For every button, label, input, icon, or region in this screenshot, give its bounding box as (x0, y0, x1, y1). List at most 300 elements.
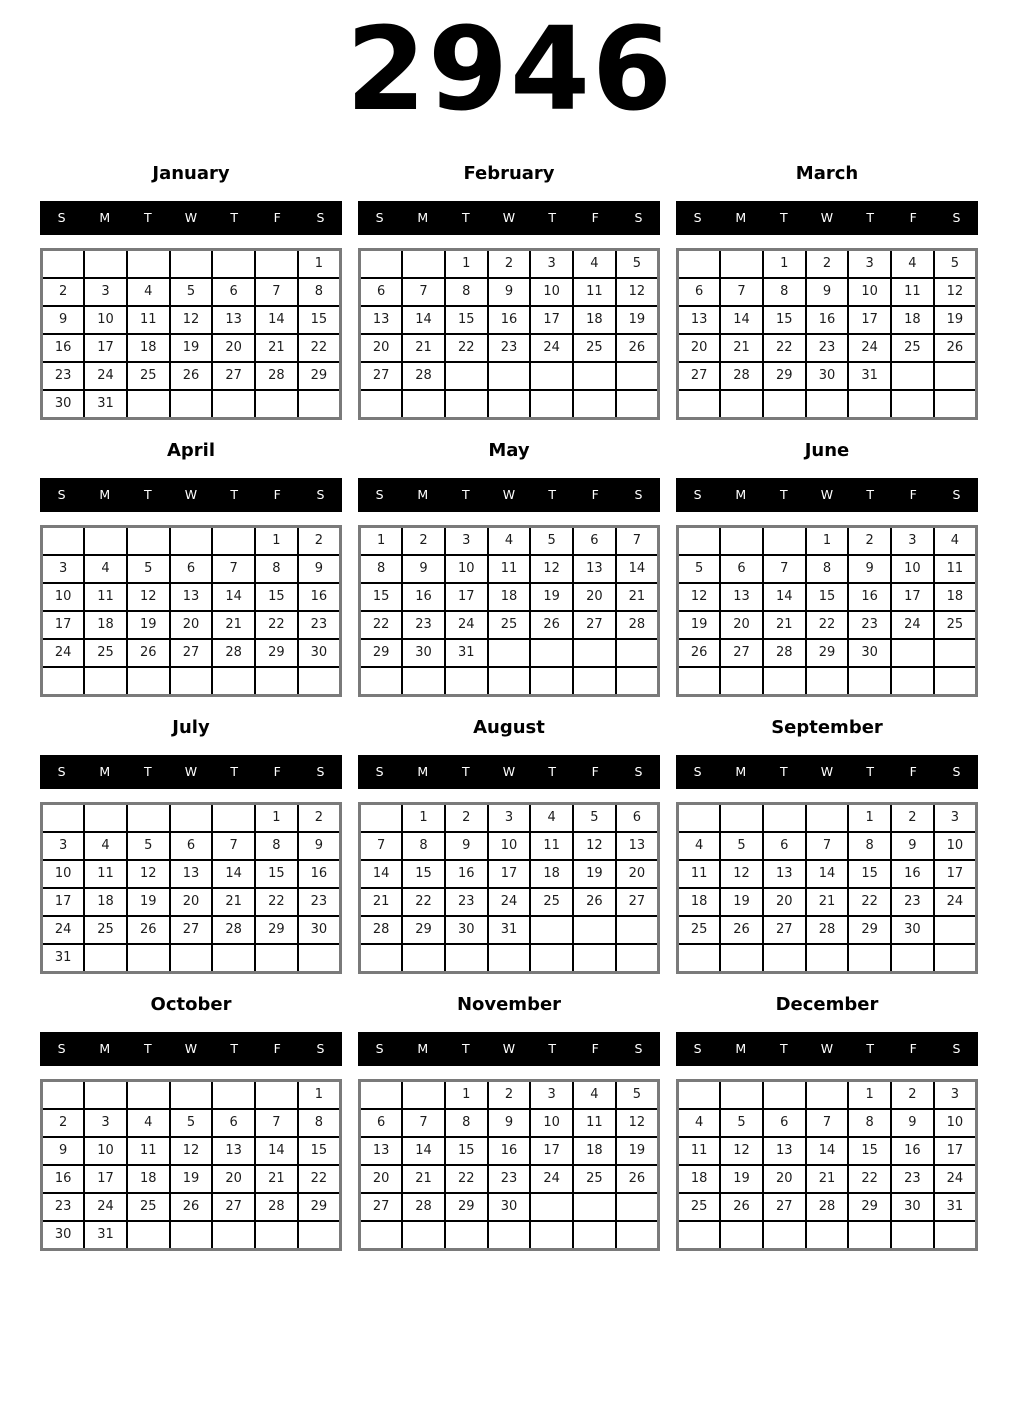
day-cell: 23 (298, 888, 341, 916)
day-cell: 1 (298, 1080, 341, 1109)
day-cell: 24 (488, 888, 531, 916)
empty-cell (402, 390, 445, 419)
day-cell: 10 (42, 583, 85, 611)
day-cell: 7 (212, 832, 255, 860)
day-cell: 24 (84, 362, 127, 390)
day-cell: 10 (42, 860, 85, 888)
day-cell: 28 (255, 1193, 298, 1221)
day-cell: 9 (806, 278, 849, 306)
day-cell: 17 (84, 334, 127, 362)
day-cell: 25 (934, 611, 977, 639)
week-row (360, 832, 659, 860)
day-cell: 14 (212, 860, 255, 888)
day-cell: 9 (488, 1109, 531, 1137)
day-cell: 12 (573, 832, 616, 860)
day-cell: 2 (806, 249, 849, 278)
day-cell: 28 (402, 1193, 445, 1221)
day-cell: 6 (360, 278, 403, 306)
weekday-label: T (548, 764, 556, 780)
empty-cell (806, 803, 849, 832)
empty-cell (934, 639, 977, 667)
day-cell: 8 (255, 832, 298, 860)
weekday-label: M (735, 210, 747, 226)
empty-cell (255, 249, 298, 278)
day-cell: 26 (170, 1193, 213, 1221)
weekday-header (40, 478, 342, 512)
day-cell: 20 (678, 334, 721, 362)
week-row (42, 916, 341, 944)
weekday-label: W (502, 764, 516, 780)
weekday-label: F (591, 764, 599, 780)
day-cell: 7 (402, 278, 445, 306)
empty-cell (445, 944, 488, 973)
day-cell: 16 (42, 334, 85, 362)
empty-cell (934, 390, 977, 419)
day-cell: 9 (42, 1137, 85, 1165)
day-cell: 31 (848, 362, 891, 390)
weekday-label: S (375, 1041, 384, 1057)
week-row (42, 278, 341, 306)
day-cell: 29 (848, 916, 891, 944)
empty-cell (212, 526, 255, 555)
month-title: December (775, 993, 879, 1015)
week-row (42, 362, 341, 390)
day-cell: 17 (891, 583, 934, 611)
weekday-label: M (417, 210, 429, 226)
day-cell: 25 (891, 334, 934, 362)
empty-cell (573, 1221, 616, 1250)
weekday-label: W (184, 764, 198, 780)
weekday-label: M (417, 764, 429, 780)
weekday-header (40, 201, 342, 235)
week-row (42, 639, 341, 667)
week-row (360, 555, 659, 583)
day-cell: 4 (530, 803, 573, 832)
day-cell: 1 (848, 1080, 891, 1109)
weekday-header (358, 478, 660, 512)
weekday-label: T (144, 1041, 152, 1057)
month-march (676, 161, 978, 420)
day-cell: 13 (360, 306, 403, 334)
day-cell: 27 (212, 1193, 255, 1221)
day-cell: 28 (212, 916, 255, 944)
empty-cell (360, 390, 403, 419)
day-cell: 19 (530, 583, 573, 611)
week-row (42, 555, 341, 583)
day-cell: 23 (42, 1193, 85, 1221)
day-cell: 15 (255, 860, 298, 888)
months-grid (0, 161, 1020, 1251)
empty-cell (84, 803, 127, 832)
day-cell: 20 (170, 888, 213, 916)
day-cell: 25 (678, 916, 721, 944)
day-cell: 13 (720, 583, 763, 611)
weekday-label: S (634, 210, 643, 226)
empty-cell (298, 667, 341, 696)
empty-cell (42, 1080, 85, 1109)
weekday-label: M (735, 764, 747, 780)
week-row (360, 916, 659, 944)
day-cell: 3 (934, 803, 977, 832)
empty-cell (445, 390, 488, 419)
day-cell: 18 (934, 583, 977, 611)
month-july (40, 715, 342, 974)
weekday-label: F (909, 1041, 917, 1057)
week-row (360, 803, 659, 832)
weekday-label: S (952, 487, 961, 503)
weekday-label: M (99, 764, 111, 780)
empty-cell (360, 1221, 403, 1250)
day-cell: 7 (212, 555, 255, 583)
days-table (358, 248, 660, 420)
empty-cell (488, 639, 531, 667)
empty-cell (678, 667, 721, 696)
weekday-label: W (820, 1041, 834, 1057)
day-cell: 27 (360, 1193, 403, 1221)
day-cell: 27 (573, 611, 616, 639)
day-cell: 15 (445, 1137, 488, 1165)
day-cell: 2 (298, 526, 341, 555)
day-cell: 31 (934, 1193, 977, 1221)
day-cell: 19 (720, 1165, 763, 1193)
day-cell: 23 (891, 1165, 934, 1193)
day-cell: 21 (212, 611, 255, 639)
day-cell: 15 (445, 306, 488, 334)
day-cell: 4 (573, 249, 616, 278)
week-row (678, 639, 977, 667)
weekday-label: S (375, 210, 384, 226)
day-cell: 26 (127, 639, 170, 667)
day-cell: 5 (720, 1109, 763, 1137)
day-cell: 28 (616, 611, 659, 639)
day-cell: 25 (678, 1193, 721, 1221)
day-cell: 11 (127, 306, 170, 334)
weekday-label: S (57, 764, 66, 780)
week-row (360, 1221, 659, 1250)
day-cell: 7 (616, 526, 659, 555)
day-cell: 6 (720, 555, 763, 583)
day-cell: 29 (402, 916, 445, 944)
week-row (678, 860, 977, 888)
empty-cell (212, 803, 255, 832)
day-cell: 21 (212, 888, 255, 916)
weekday-label: S (952, 764, 961, 780)
weekday-label: T (548, 210, 556, 226)
empty-cell (763, 667, 806, 696)
week-row (360, 860, 659, 888)
day-cell: 13 (573, 555, 616, 583)
year-title: 2946 (345, 3, 675, 137)
week-row (42, 1109, 341, 1137)
empty-cell (84, 944, 127, 973)
day-cell: 2 (848, 526, 891, 555)
empty-cell (573, 944, 616, 973)
day-cell: 18 (127, 1165, 170, 1193)
week-row (42, 888, 341, 916)
day-cell: 28 (763, 639, 806, 667)
empty-cell (763, 803, 806, 832)
weekday-label: F (273, 1041, 281, 1057)
empty-cell (573, 362, 616, 390)
day-cell: 17 (934, 1137, 977, 1165)
day-cell: 9 (402, 555, 445, 583)
day-cell: 20 (170, 611, 213, 639)
day-cell: 10 (84, 1137, 127, 1165)
day-cell: 25 (84, 916, 127, 944)
days-table-body (678, 1080, 977, 1249)
empty-cell (891, 667, 934, 696)
week-row (360, 526, 659, 555)
day-cell: 9 (42, 306, 85, 334)
day-cell: 22 (298, 1165, 341, 1193)
weekday-label: T (462, 1041, 470, 1057)
weekday-label: W (184, 210, 198, 226)
week-row (360, 390, 659, 419)
day-cell: 22 (255, 888, 298, 916)
day-cell: 2 (298, 803, 341, 832)
empty-cell (720, 390, 763, 419)
empty-cell (530, 362, 573, 390)
month-title: March (795, 162, 859, 184)
empty-cell (255, 667, 298, 696)
day-cell: 5 (530, 526, 573, 555)
empty-cell (402, 1080, 445, 1109)
day-cell: 5 (573, 803, 616, 832)
empty-cell (806, 1221, 849, 1250)
day-cell: 26 (127, 916, 170, 944)
day-cell: 16 (891, 860, 934, 888)
week-row (678, 390, 977, 419)
weekday-label: S (634, 764, 643, 780)
day-cell: 24 (891, 611, 934, 639)
day-cell: 7 (360, 832, 403, 860)
empty-cell (806, 390, 849, 419)
weekday-label: T (462, 764, 470, 780)
week-row (42, 334, 341, 362)
empty-cell (402, 667, 445, 696)
day-cell: 13 (763, 1137, 806, 1165)
weekday-header (676, 478, 978, 512)
days-table (676, 802, 978, 974)
day-cell: 1 (445, 249, 488, 278)
days-table-body (360, 526, 659, 695)
day-cell: 6 (573, 526, 616, 555)
day-cell: 15 (848, 1137, 891, 1165)
day-cell: 12 (720, 860, 763, 888)
week-row (42, 390, 341, 419)
empty-cell (42, 526, 85, 555)
day-cell: 16 (488, 306, 531, 334)
day-cell: 3 (530, 1080, 573, 1109)
day-cell: 28 (212, 639, 255, 667)
day-cell: 7 (806, 832, 849, 860)
weekday-label: S (316, 764, 325, 780)
day-cell: 16 (402, 583, 445, 611)
day-cell: 21 (806, 1165, 849, 1193)
month-october (40, 992, 342, 1251)
day-cell: 12 (616, 278, 659, 306)
day-cell: 19 (573, 860, 616, 888)
days-table-body (360, 249, 659, 418)
weekday-label: S (634, 1041, 643, 1057)
empty-cell (170, 944, 213, 973)
empty-cell (934, 916, 977, 944)
day-cell: 29 (848, 1193, 891, 1221)
weekday-label: T (230, 487, 238, 503)
day-cell: 5 (616, 249, 659, 278)
days-table (40, 802, 342, 974)
empty-cell (573, 916, 616, 944)
day-cell: 29 (255, 916, 298, 944)
day-cell: 29 (360, 639, 403, 667)
weekday-label: F (273, 210, 281, 226)
empty-cell (170, 390, 213, 419)
day-cell: 11 (573, 278, 616, 306)
day-cell: 13 (678, 306, 721, 334)
empty-cell (616, 362, 659, 390)
day-cell: 8 (763, 278, 806, 306)
empty-cell (530, 667, 573, 696)
day-cell: 31 (42, 944, 85, 973)
day-cell: 10 (848, 278, 891, 306)
day-cell: 3 (848, 249, 891, 278)
empty-cell (616, 639, 659, 667)
day-cell: 4 (934, 526, 977, 555)
day-cell: 1 (402, 803, 445, 832)
day-cell: 30 (445, 916, 488, 944)
empty-cell (934, 1221, 977, 1250)
day-cell: 17 (488, 860, 531, 888)
weekday-label: T (144, 487, 152, 503)
weekday-label: W (820, 487, 834, 503)
day-cell: 22 (445, 334, 488, 362)
day-cell: 3 (84, 278, 127, 306)
day-cell: 11 (488, 555, 531, 583)
day-cell: 11 (84, 583, 127, 611)
day-cell: 4 (84, 832, 127, 860)
week-row (42, 306, 341, 334)
day-cell: 22 (445, 1165, 488, 1193)
day-cell: 3 (488, 803, 531, 832)
empty-cell (360, 249, 403, 278)
weekday-label: T (780, 487, 788, 503)
week-row (678, 832, 977, 860)
empty-cell (763, 1221, 806, 1250)
weekday-label: F (591, 487, 599, 503)
day-cell: 12 (170, 1137, 213, 1165)
day-cell: 19 (170, 334, 213, 362)
day-cell: 24 (530, 334, 573, 362)
days-table-body (42, 249, 341, 418)
day-cell: 12 (678, 583, 721, 611)
day-cell: 20 (616, 860, 659, 888)
day-cell: 22 (255, 611, 298, 639)
weekday-label: T (462, 487, 470, 503)
day-cell: 29 (255, 639, 298, 667)
day-cell: 14 (806, 1137, 849, 1165)
month-title: January (152, 162, 230, 184)
empty-cell (255, 1221, 298, 1250)
day-cell: 3 (42, 555, 85, 583)
empty-cell (170, 667, 213, 696)
day-cell: 11 (573, 1109, 616, 1137)
day-cell: 11 (891, 278, 934, 306)
empty-cell (445, 362, 488, 390)
day-cell: 3 (84, 1109, 127, 1137)
empty-cell (212, 249, 255, 278)
weekday-label: M (417, 1041, 429, 1057)
week-row (360, 611, 659, 639)
weekday-header (676, 1032, 978, 1066)
weekday-label: F (909, 210, 917, 226)
empty-cell (170, 526, 213, 555)
weekday-label: S (952, 1041, 961, 1057)
day-cell: 16 (806, 306, 849, 334)
day-cell: 18 (678, 1165, 721, 1193)
day-cell: 22 (298, 334, 341, 362)
week-row (678, 1221, 977, 1250)
day-cell: 3 (530, 249, 573, 278)
week-row (42, 1193, 341, 1221)
weekday-label: W (820, 764, 834, 780)
weekday-label: W (184, 487, 198, 503)
day-cell: 18 (530, 860, 573, 888)
day-cell: 10 (488, 832, 531, 860)
day-cell: 20 (763, 1165, 806, 1193)
empty-cell (488, 1221, 531, 1250)
day-cell: 11 (84, 860, 127, 888)
day-cell: 9 (298, 555, 341, 583)
month-title: October (150, 993, 232, 1015)
day-cell: 15 (806, 583, 849, 611)
day-cell: 18 (573, 1137, 616, 1165)
weekday-label: S (57, 1041, 66, 1057)
day-cell: 18 (573, 306, 616, 334)
days-table-body (42, 1080, 341, 1249)
day-cell: 7 (763, 555, 806, 583)
empty-cell (806, 1080, 849, 1109)
day-cell: 5 (127, 555, 170, 583)
week-row (678, 803, 977, 832)
empty-cell (298, 1221, 341, 1250)
empty-cell (573, 639, 616, 667)
day-cell: 28 (255, 362, 298, 390)
week-row (42, 583, 341, 611)
empty-cell (445, 1221, 488, 1250)
day-cell: 8 (848, 1109, 891, 1137)
empty-cell (530, 639, 573, 667)
day-cell: 1 (848, 803, 891, 832)
day-cell: 29 (763, 362, 806, 390)
week-row (678, 1165, 977, 1193)
weekday-label: S (57, 487, 66, 503)
empty-cell (763, 1080, 806, 1109)
weekday-label: W (820, 210, 834, 226)
day-cell: 13 (212, 1137, 255, 1165)
day-cell: 2 (42, 278, 85, 306)
day-cell: 2 (445, 803, 488, 832)
empty-cell (616, 667, 659, 696)
week-row (42, 832, 341, 860)
empty-cell (934, 944, 977, 973)
day-cell: 23 (402, 611, 445, 639)
day-cell: 20 (720, 611, 763, 639)
empty-cell (891, 944, 934, 973)
weekday-label: S (693, 764, 702, 780)
weekday-label: S (693, 210, 702, 226)
day-cell: 8 (445, 278, 488, 306)
empty-cell (848, 390, 891, 419)
